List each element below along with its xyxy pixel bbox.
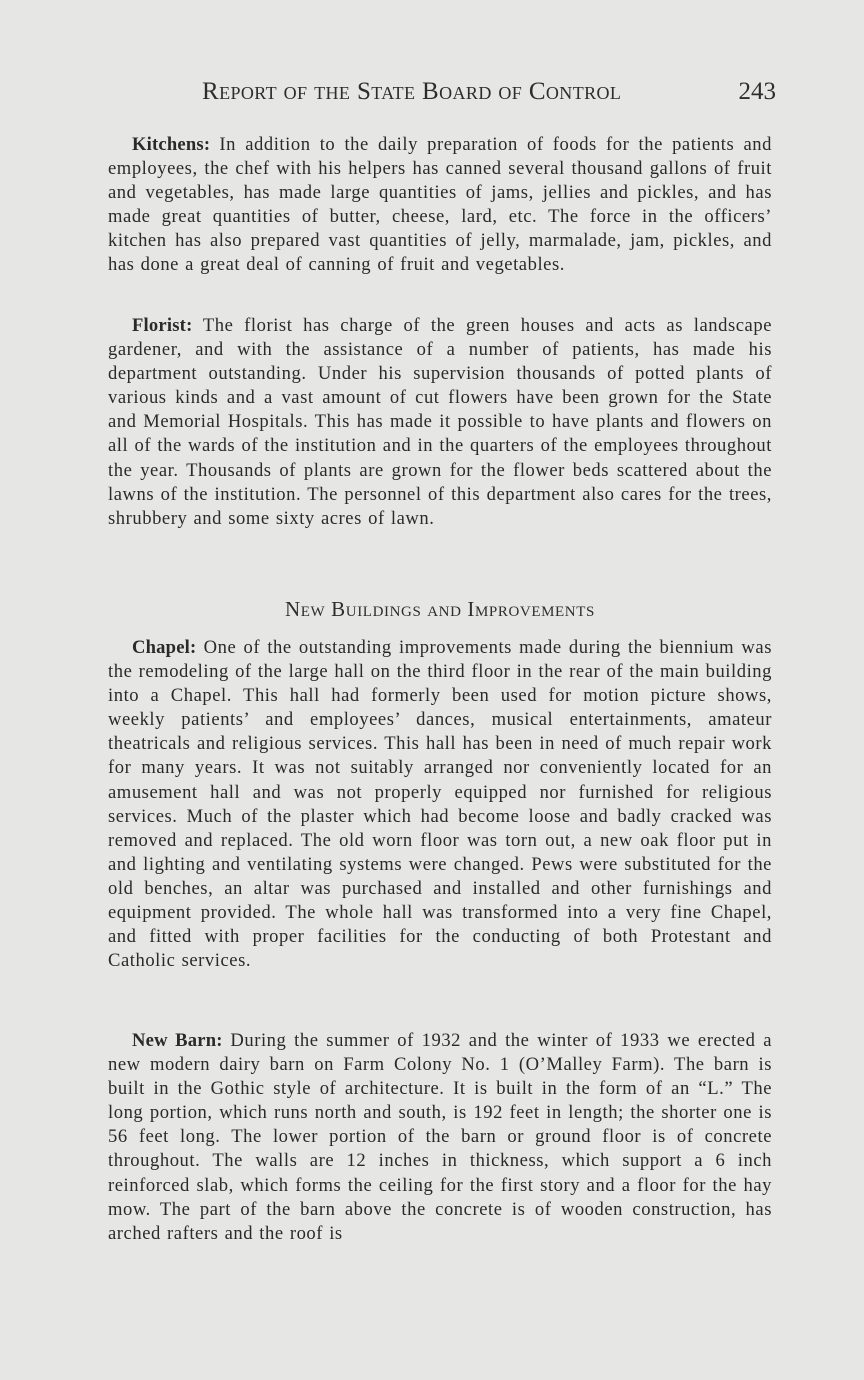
section-heading: New Buildings and Improvements	[285, 597, 595, 621]
paragraph-kitchens	[108, 133, 772, 278]
paragraph-label: Chapel:	[132, 637, 197, 658]
paragraph-chapel	[108, 636, 772, 973]
paragraph-text: The florist has charge of the green houses and acts as landscape gardener, and with the assistance of a number of patients, has made his department outstanding. Under his supervision thousands of potted plants of various kinds and a vast amount of cut flowers have been grown for the State and Memorial Hospitals. This has made it possible to have plants and flowers on all of the wards of the institution and in the quarters of the employees throughout the year. Thousands of plants are grown for the flower beds scattered about the lawns of the institution. The personnel of this department also cares for the trees, shrubbery and some sixty acres of lawn.	[108, 315, 772, 529]
paragraph-label: New Barn:	[132, 1030, 223, 1051]
paragraph-label: Kitchens:	[132, 134, 211, 155]
paragraph-text: During the summer of 1932 and the winter of 1933 we erected a new modern dairy barn on Farm Colony No. 1 (O’Malley Farm). The barn is built in the Gothic style of architecture. It is built in the form of an “L.” The long portion, which runs north and south, is 192 feet in length; the shorter one is 56 feet long. The lower portion of the barn or ground floor is of concrete throughout. The walls are 12 inches in thickness, which support a 6 inch reinforced slab, which forms the ceiling for the first story and a floor for the hay mow. The part of the barn above the concrete is of wooden construction, has arched rafters and the roof is	[108, 1030, 772, 1244]
paragraph-label: Florist:	[132, 315, 193, 336]
paragraph-text: In addition to the daily preparation of foods for the patients and employees, the chef with his helpers has canned several thousand gallons of fruit and vegetables, has made large quantities of jams, jellies and pickles, and has made great quantities of butter, cheese, lard, etc. The force in the officers’ kitchen has also prepared vast quantities of jelly, marmalade, jam, pickles, and has done a great deal of canning of fruit and vegetables.	[108, 134, 772, 276]
page-number: 243	[738, 78, 776, 105]
paragraph-text: One of the outstanding improvements made during the biennium was the remodeling of the large hall on the third floor in the rear of the main building into a Chapel. This hall had formerly been used for motion picture shows, weekly patients’ and employees’ dances, musical entertainments, amateur theatricals and religious services. This hall has been in need of much repair work for many years. It was not suitably arranged nor conveniently located for an amusement hall and was not properly equipped nor furnished for religious services. Much of the plaster which had become loose and badly cracked was removed and replaced. The old worn floor was torn out, a new oak floor put in and lighting and ventilating systems were changed. Pews were substituted for the old benches, an altar was purchased and installed and other furnishings and equipment provided. The whole hall was transformed into a very fine Chapel, and fitted with proper facilities for the conducting of both Protestant and Catholic services.	[108, 637, 772, 972]
running-header	[202, 78, 776, 114]
paragraph-new-barn	[108, 1029, 772, 1246]
paragraph-florist	[108, 314, 772, 531]
header-title: Report of the State Board of Control	[202, 78, 622, 105]
